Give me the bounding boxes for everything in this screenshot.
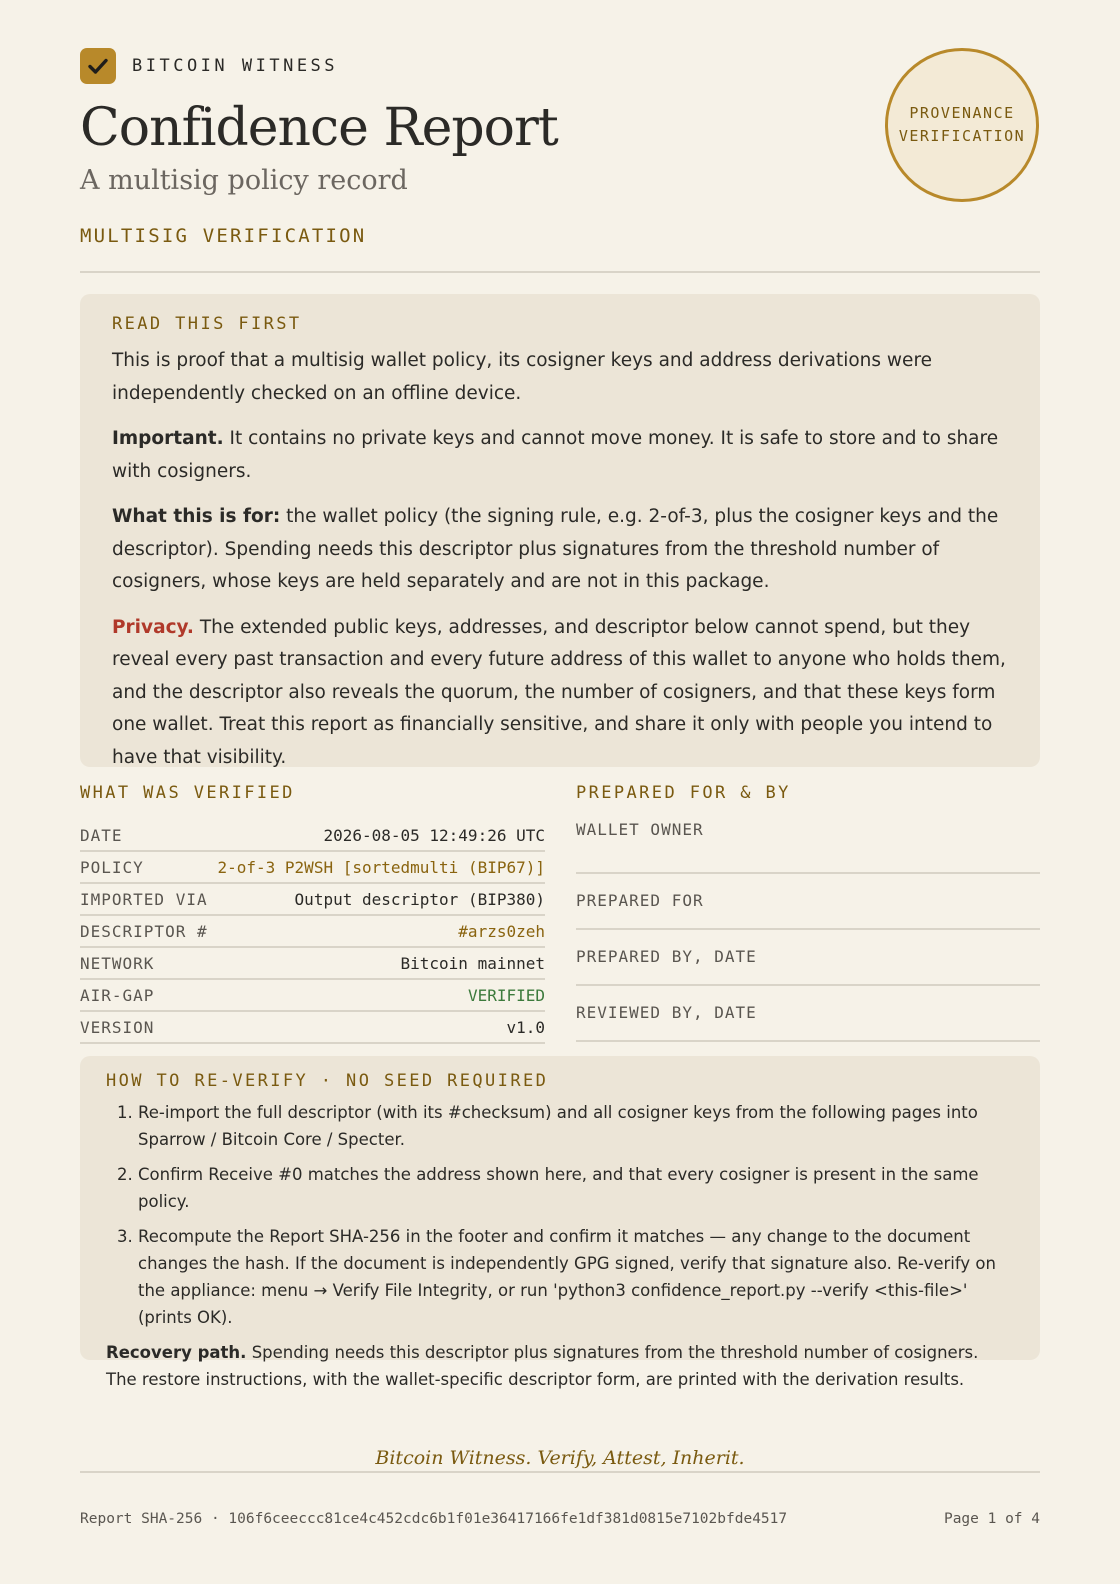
- what-was-verified-heading: WHAT WAS VERIFIED: [80, 783, 295, 803]
- row-value: 2026-08-05 12:49:26 UTC: [323, 825, 545, 845]
- verification-table: [80, 820, 545, 1044]
- purpose-text: the wallet policy (the signing rule, e.g. 2-of-3, plus the cosigner keys and the descriptor). Spending needs this descriptor plus signatures from the threshold number of cosigners, whose keys are held separately and are not in this package.: [112, 506, 999, 592]
- read-this-first-heading: READ THIS FIRST: [112, 314, 302, 334]
- page-subtitle: A multisig policy record: [80, 165, 408, 196]
- row-key: VERSION: [80, 1017, 155, 1037]
- footer-tagline: Bitcoin Witness. Verify, Attest, Inherit.: [375, 1447, 745, 1469]
- privacy-paragraph: [112, 612, 1008, 775]
- purpose-paragraph: [112, 501, 1008, 599]
- table-row: [80, 884, 545, 916]
- header-divider: [80, 271, 1040, 273]
- row-key: POLICY: [80, 857, 144, 877]
- privacy-text: The extended public keys, addresses, and descriptor below cannot spend, but they reveal every past transaction and every future address of this wallet to anyone who holds them, and the descriptor also reveals the quorum, the number of cosigners, and that these keys form one wallet. Treat this report as financially sensitive, and share it only with people you intend to have that visibility.: [112, 616, 1006, 768]
- row-value: Output descriptor (BIP380): [294, 889, 545, 909]
- row-value: 2-of-3 P2WSH [sortedmulti (BIP67)]: [217, 857, 545, 877]
- brand-name: BITCOIN WITNESS: [132, 56, 339, 76]
- provenance-seal: [885, 48, 1039, 202]
- report-kicker: MULTISIG VERIFICATION: [80, 225, 367, 247]
- row-key: AIR-GAP: [80, 985, 155, 1005]
- reviewed-by-field: REVIEWED BY, DATE: [576, 986, 1040, 1042]
- table-row: [80, 916, 545, 948]
- row-key: DATE: [80, 825, 123, 845]
- privacy-lead: Privacy.: [112, 616, 194, 638]
- important-paragraph: [112, 423, 1008, 488]
- list-item: 3. Recompute the Report SHA-256 in the footer and confirm it matches — any change to the document changes the hash. If the document is independently GPG signed, verify that signature also. Re-verify on the appliance: menu → Verify File Integrity, or run 'python3 confidence_report.py --verify <this-file>' (prints OK).: [138, 1223, 1014, 1331]
- read-this-first-panel: [80, 294, 1040, 767]
- purpose-lead: What this is for:: [112, 506, 281, 527]
- recovery-paragraph: [106, 1339, 1014, 1393]
- report-page: [80, 0, 1040, 1584]
- table-row: [80, 980, 545, 1012]
- page-number: Page 1 of 4: [943, 1511, 1040, 1527]
- signature-fields: [576, 820, 1040, 1042]
- important-lead: Important.: [112, 428, 224, 449]
- table-row: [80, 820, 545, 852]
- row-key: NETWORK: [80, 953, 155, 973]
- row-key: DESCRIPTOR #: [80, 921, 208, 941]
- table-row: [80, 1012, 545, 1044]
- footer-divider: [80, 1471, 1040, 1473]
- row-value: Bitcoin mainnet: [400, 953, 545, 973]
- recovery-lead: Recovery path.: [106, 1343, 247, 1362]
- prepared-for-field: PREPARED FOR: [576, 874, 1040, 930]
- row-key: IMPORTED VIA: [80, 889, 208, 909]
- recovery-text: Spending needs this descriptor plus signatures from the threshold number of cosigners. The restore instructions, with the wallet-specific descriptor form, are printed with the derivation results.: [106, 1343, 979, 1389]
- report-hash: Report SHA-256 · 106f6ceeccc81ce4c452cdc6b1f01e36417166fe1df381d0815e7102bfde4517: [80, 1511, 788, 1527]
- status-badge: VERIFIED: [467, 985, 545, 1005]
- list-item: 1. Re-import the full descriptor (with its #checksum) and all cosigner keys from the following pages into Sparrow / Bitcoin Core / Specter.: [138, 1099, 1014, 1153]
- re-verify-panel: [80, 1056, 1040, 1389]
- page-title: Confidence Report: [80, 98, 558, 158]
- table-row: [80, 852, 545, 884]
- seal-line-1: PROVENANCE: [909, 104, 1015, 122]
- seal-line-2: VERIFICATION: [898, 127, 1026, 145]
- brand: [80, 48, 338, 84]
- list-item: 2. Confirm Receive #0 matches the address shown here, and that every cosigner is present in the same policy.: [138, 1161, 1014, 1215]
- intro-paragraph: This is proof that a multisig wallet policy, its cosigner keys and address derivations were independently checked on an offline device.: [112, 350, 933, 404]
- important-text: It contains no private keys and cannot move money. It is safe to store and to share with cosigners.: [112, 428, 999, 482]
- prepared-by-field: PREPARED BY, DATE: [576, 930, 1040, 986]
- table-row: [80, 948, 545, 980]
- re-verify-heading: HOW TO RE-VERIFY · NO SEED REQUIRED: [106, 1071, 549, 1091]
- wallet-owner-field: WALLET OWNER: [576, 820, 1040, 874]
- re-verify-steps: [106, 1099, 1014, 1331]
- prepared-heading: PREPARED FOR & BY: [576, 783, 791, 803]
- row-value: v1.0: [506, 1017, 545, 1037]
- checkmark-icon: [80, 48, 116, 84]
- row-value: #arzs0zeh: [458, 921, 545, 941]
